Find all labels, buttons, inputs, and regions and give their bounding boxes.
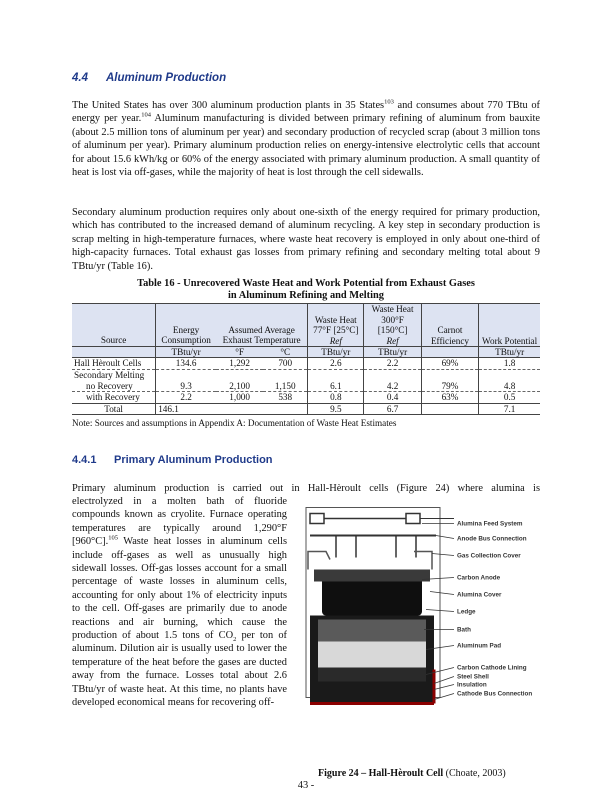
paragraph-primary: [72, 495, 287, 710]
cell-tf: [216, 370, 263, 381]
cell-energy: 9.3: [156, 381, 216, 392]
page-number: 43 -: [297, 780, 315, 791]
cell-wh77: [308, 370, 364, 381]
cell-wh77: 2.6: [308, 358, 364, 370]
cell-tc: 700: [263, 358, 307, 370]
para3-text-2: Waste heat losses in aluminum cells include off-gases as well as unusually high sidewall losses. Off-gas losses account for a small percentage of waste losses in aluminum cells, accounting for only about 1% of electricity inputs to the cell. Off-gases are primarily due to anode reactions and air burning, which cause the production of about 1.5 tons of CO: [72, 536, 287, 642]
figure-caption-title: Figure 24 – Hall-Hèroult Cell: [318, 768, 444, 779]
cell-energy: 146.1: [156, 403, 216, 415]
cell-carnot: 69%: [421, 358, 479, 370]
aluminum-pad-shape: [318, 642, 426, 668]
para3-first-line: Primary aluminum production is carried out in Hall-Hèroult cells (Figure 24) where alumina is: [72, 483, 540, 494]
cell-tc: 1,150: [263, 381, 307, 392]
table-row: [72, 381, 540, 392]
cell-carnot: [421, 370, 479, 381]
label-anode-bus-connection: Anode Bus Connection: [457, 535, 527, 543]
header-carnot: Carnot Efficiency: [421, 304, 479, 347]
header-work: Work Potential: [479, 304, 540, 347]
header-wh300: [364, 304, 421, 347]
cell-tc: [263, 403, 307, 415]
cell-work: 0.5: [479, 392, 540, 404]
cell-source: Hall Hèroult Cells: [72, 358, 156, 370]
cell-source: with Recovery: [72, 392, 156, 404]
header-wh77-l1: Waste Heat: [314, 314, 357, 325]
para3-text-1: electrolyzed in a molten bath of fluoride compounds known as cryolite. Furnace operating temperatures are typically around 1,290°F [960°C].: [72, 496, 287, 548]
paragraph-secondary: Secondary aluminum production requires only about one-sixth of the energy required for primary production, which has contributed to the increased demand of aluminum recycling. A key step in secondary production is scrap melting in high-temperature furnaces, where waste heat recovery is employed in only about one-third of high-capacity furnaces. Total exhaust gas losses from primary refining and secondary melting total about 9 TBtu/yr (Table 16).: [72, 207, 540, 272]
label-cathode-bus-connection: Cathode Bus Connection: [457, 690, 533, 698]
label-carbon-cathode-lining: Carbon Cathode Lining: [457, 664, 527, 672]
cell-tc: 538: [278, 392, 293, 403]
table-note: Note: Sources and assumptions in Appendix A: Documentation of Waste Heat Estimates: [72, 418, 397, 428]
cell-tf: 1,292: [216, 358, 263, 370]
section-heading: [72, 72, 226, 84]
header-wh77-l3: Ref: [329, 335, 342, 346]
header-temp: Assumed Average Exhaust Temperature: [216, 304, 308, 347]
cell-wh300: 0.4: [364, 392, 421, 404]
label-steel-shell: Steel Shell: [457, 673, 489, 681]
cell-wh300: 4.2: [364, 381, 421, 392]
cell-wh300: 2.2: [364, 358, 421, 370]
subsection-number: 4.4.1: [72, 454, 97, 466]
cell-wh300: [364, 370, 421, 381]
table-row: [72, 358, 540, 370]
cell-work: 7.1: [479, 403, 540, 415]
table-row: [72, 370, 540, 381]
feed-system-shape: [310, 514, 324, 524]
cell-tf: 2,100: [216, 381, 263, 392]
table-total-row: [72, 403, 540, 415]
waste-heat-table: [72, 303, 540, 415]
footnote-ref-104: 104: [141, 111, 151, 119]
cell-source: Total: [72, 403, 156, 415]
cell-wh77: 9.5: [308, 403, 364, 415]
cell-wh300: 6.7: [364, 403, 421, 415]
cell-carnot: 79%: [421, 381, 479, 392]
label-ledge: Ledge: [457, 608, 476, 616]
label-gas-collection-cover: Gas Collection Cover: [457, 552, 521, 560]
label-insulation: Insulation: [457, 681, 487, 689]
cell-source: Secondary Melting: [72, 370, 156, 381]
para1-text-3: Aluminum manufacturing is divided between primary refining of aluminum from bauxite (about 2.5 million tons of aluminum per year) and secondary production of recycled scrap (about 3 million tons of aluminum per year). Primary aluminum production relies on energy-intensive electrolytic cells that account for about 15.6 kWh/kg or 60% of the energy associated with primary aluminum production. A small quantity of heat is lost via off-gases, while the majority of heat is lost through the cell sidewalls.: [72, 113, 540, 179]
footnote-ref-105: 105: [108, 534, 118, 542]
cell-energy: 134.6: [156, 358, 216, 370]
cell-tf: 1,000: [229, 392, 250, 403]
cell-energy: [156, 370, 216, 381]
unit-wh300: TBtu/yr: [364, 346, 421, 358]
cell-carnot: 63%: [421, 392, 479, 404]
header-wh77: [308, 304, 364, 347]
cell-wh77: 0.8: [308, 392, 364, 404]
table-caption-line2: in Aluminum Refining and Melting: [228, 290, 384, 301]
label-alumina-cover: Alumina Cover: [457, 591, 502, 599]
unit-work: TBtu/yr: [479, 346, 540, 358]
footnote-ref-103: 103: [384, 98, 394, 106]
table-caption-line1: Table 16 - Unrecovered Waste Heat and Work Potential from Exhaust Gases: [137, 278, 475, 289]
para1-text-1: The United States has over 300 aluminum production plants in 35 States: [72, 100, 385, 111]
unit-tc: °C: [263, 346, 307, 358]
cell-tc: [263, 370, 307, 381]
table-caption: [72, 278, 540, 302]
cell-carnot: [421, 403, 479, 415]
header-source: Source: [72, 304, 156, 347]
subsection-heading: [72, 454, 273, 466]
header-wh300-l1: Waste Heat: [371, 304, 414, 314]
cell-wh77: 6.1: [308, 381, 364, 392]
figure-caption-source: (Choate, 2003): [443, 768, 506, 779]
unit-carnot: [421, 346, 479, 358]
label-alumina-feed-system: Alumina Feed System: [457, 520, 523, 528]
unit-energy: TBtu/yr: [156, 346, 216, 358]
cell-tf: [216, 403, 263, 415]
co2-subscript: 2: [233, 636, 237, 644]
header-wh300-l3: Ref: [386, 335, 399, 346]
header-wh77-l2: 77°F [25°C]: [313, 325, 359, 336]
header-wh300-l2: 300°F [150°C]: [377, 314, 408, 336]
cell-energy: 2.2: [180, 392, 192, 403]
cell-work: [479, 370, 540, 381]
unit-tf: °F: [216, 346, 263, 358]
section-title: Aluminum Production: [106, 72, 227, 84]
para1-text-2: and consumes about 770 TBtu of energy per year.: [72, 100, 540, 125]
unit-source: [72, 346, 156, 358]
para3-text-3: per ton of aluminum. Dilution air is usually used to lower the temperature of the heat before the gases are ducted away from the furnace. Losses total about 2.6 TBtu/yr of waste heat. At this time, no plants have developed economical means for recovering off-: [72, 630, 287, 709]
header-energy: Energy Consumption: [156, 304, 216, 347]
label-aluminum-pad: Aluminum Pad: [457, 642, 502, 650]
carbon-anode-shape: [322, 578, 422, 616]
cell-work: 4.8: [479, 381, 540, 392]
figure-caption: [318, 768, 506, 779]
bath-shape: [318, 620, 426, 642]
cell-source: no Recovery: [72, 381, 156, 392]
paragraph-intro: [72, 99, 540, 179]
cell-work: 1.8: [479, 358, 540, 370]
hall-heroult-cell-diagram: [296, 497, 544, 762]
section-number: 4.4: [72, 72, 88, 84]
label-bath: Bath: [457, 626, 471, 634]
label-carbon-anode: Carbon Anode: [457, 574, 501, 582]
subsection-title: Primary Aluminum Production: [114, 454, 273, 466]
unit-wh77: TBtu/yr: [308, 346, 364, 358]
table-row: [72, 392, 540, 404]
